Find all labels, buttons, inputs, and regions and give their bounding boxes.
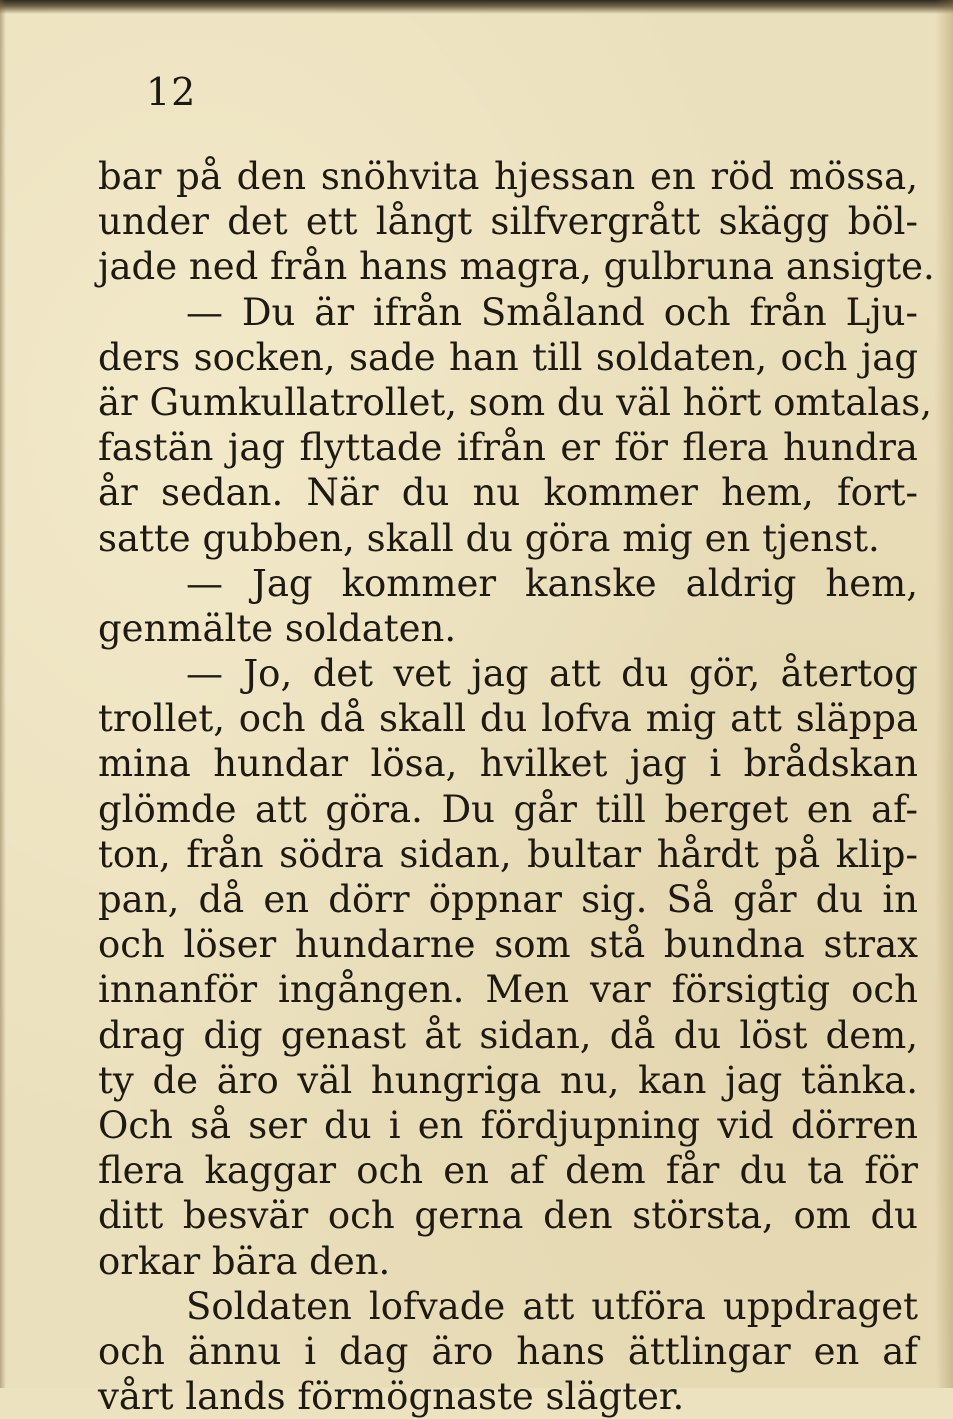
text-line: satte gubben, skall du göra mig en tjenst.	[98, 516, 880, 560]
text-line: är Gumkullatrollet, som du väl hört omtalas,	[98, 380, 933, 424]
text-line: flera kaggar och en af dem får du ta för	[98, 1149, 918, 1193]
page-right-edge	[935, 0, 953, 1388]
text-line: orkar bära den.	[98, 1239, 391, 1283]
text-line: — Jag kommer kanske aldrig hem,	[186, 561, 918, 605]
text-line: år sedan. När du nu kommer hem, fort-	[98, 471, 918, 515]
text-line: ders socken, sade han till soldaten, och jag	[98, 335, 918, 379]
text-line: glömde att göra. Du går till berget en af-	[98, 787, 918, 831]
text-line: mina hundar lösa, hvilket jag i brådskan	[98, 742, 918, 786]
text-line: genmälte soldaten.	[98, 606, 457, 650]
text-line: vårt lands förmögnaste slägter.	[98, 1375, 685, 1419]
text-line: bar på den snöhvita hjessan en röd mössa,	[98, 155, 918, 198]
page-top-edge	[0, 0, 953, 14]
text-line: jade ned från hans magra, gulbruna ansigte.	[98, 245, 935, 289]
text-line: ty de äro väl hungriga nu, kan jag tänka.	[98, 1058, 918, 1102]
text-line: Soldaten lofvade att utföra uppdraget	[186, 1284, 918, 1328]
text-line: under det ett långt silfvergrått skägg böl-	[98, 200, 918, 244]
text-line: drag dig genast åt sidan, då du löst dem,	[98, 1013, 918, 1057]
text-line: innanför ingången. Men var försigtig och	[98, 968, 918, 1012]
text-line: och löser hundarne som stå bundna strax	[98, 923, 918, 967]
page-number: 12	[146, 70, 197, 114]
text-line: pan, då en dörr öppnar sig. Så går du in	[98, 878, 918, 921]
text-line: trollet, och då skall du lofva mig att släppa	[98, 697, 918, 741]
text-line: och ännu i dag äro hans ättlingar en af	[98, 1329, 918, 1373]
text-line: — Jo, det vet jag att du gör, återtog	[186, 652, 918, 696]
text-line: fastän jag flyttade ifrån er för flera hundra	[98, 426, 918, 470]
text-line: — Du är ifrån Småland och från Lju-	[186, 290, 918, 334]
body-text	[98, 154, 935, 1419]
text-line: ton, från södra sidan, bultar hårdt på klip-	[98, 832, 918, 876]
text-line: ditt besvär och gerna den största, om du	[98, 1194, 918, 1238]
text-line: Och så ser du i en fördjupning vid dörren	[98, 1103, 918, 1147]
page-left-edge	[0, 0, 6, 1388]
